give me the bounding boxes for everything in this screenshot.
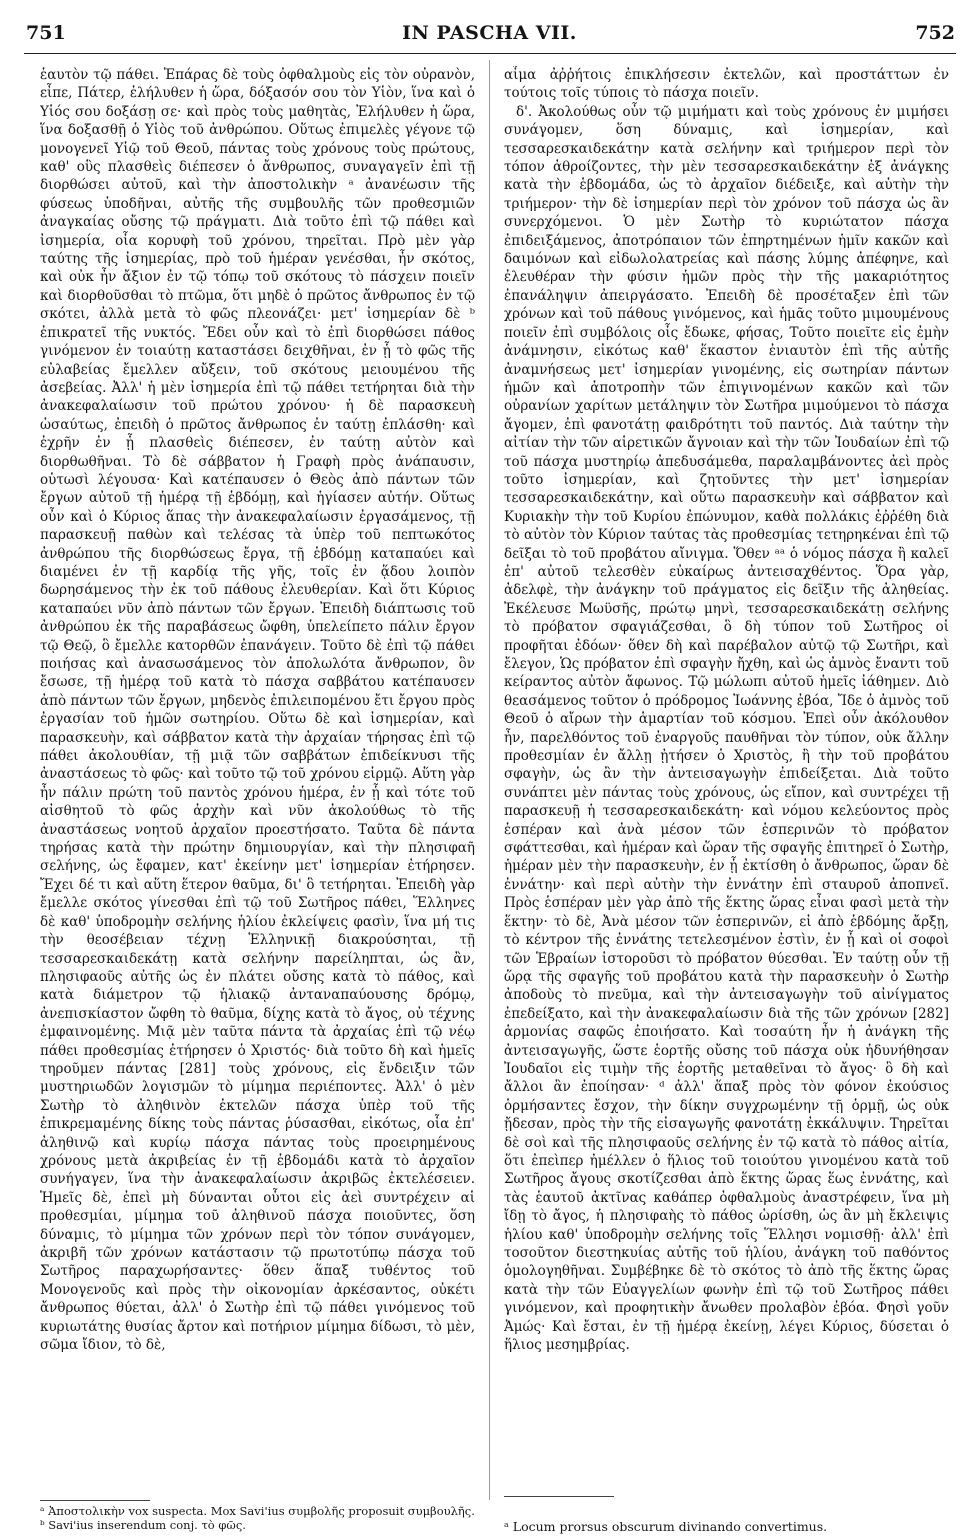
running-title: IN PASCHA VII. bbox=[402, 22, 577, 44]
footnote-left: ᵃ Ἀποστολικὴν vox suspecta. Mox Savi'ius συμβολῆς proposuit συμβουλῆς. ᵇ Savi'ius inserendum conj. τὸ φῶς. bbox=[40, 1504, 475, 1532]
footnote-rule-left bbox=[40, 1500, 150, 1501]
page-number-left: 751 bbox=[26, 22, 66, 44]
left-column bbox=[40, 66, 475, 1496]
paragraph: αἷμα ἀῤῥήτοις ἐπικλήσεσιν ἐκτελῶν, καὶ προστάττων ἐν τούτοις τοῖς τύποις τὸ πάσχα ποιεῖν. bbox=[504, 67, 949, 102]
page-number-right: 752 bbox=[915, 22, 955, 44]
page-header bbox=[0, 22, 979, 52]
header-rule bbox=[24, 53, 956, 54]
paragraph: δ'. Ἀκολούθως οὖν τῷ μιμήματι καὶ τοὺς χρόνους ἐν μιμήσει συνάγομεν, ὅση δύναμις, καὶ ἰσημερίαν, καὶ τεσσαρεσκαιδεκάτην κατὰ σελήνην καὶ τριήμερον περὶ τὸν τόπον ἀθροίζοντες, τὴν μὲν τεσσαρεσκαιδεκάτην ἐξ ἀνάγκης κατὰ τὴν ἑβδομάδα, ὡς τὸ ἀρχαῖον διέδειξε, καὶ αὐτὴν τὴν τριήμερον· τὴν δὲ ἰσημερίαν περὶ τὸν χρόνον τοῦ πάσχα ὡς ἂν συνερχόμενοι. Ὁ μὲν Σωτὴρ τὸ κυριώτατον πάσχα ἐπιδειξάμενος, ἀποτρόπαιον τῶν ἐπηρτημένων ἡμῖν κακῶν καὶ δαιμόνων καὶ εἰδωλολατρείας καὶ πάσης λύμης ἀπέφηνε, καὶ ἐλευθέραν τὴν φύσιν ἡμῶν πρὸς τὴν τῆς μακαριότητος ἐπανάληψιν ἀπειργάσατο. Ἐπειδὴ δὲ προσέταξεν ἐπὶ τῶν χρόνων καὶ τοῦ πάθους γινόμενος, καὶ ἡμᾶς τοῦτο μιμουμένους ποιεῖν ἐπὶ συμβόλοις οἷς ἔδωκε, φήσας, Τοῦτο ποιεῖτε εἰς ἐμὴν ἀνάμνησιν, εἰκότως καθ' ἕκαστον ἐνιαυτὸν ἐπὶ τῆς αὐτῆς ἀναμνήσεως μετ' ἰσημερίαν γινομένης, εἰς σωτηρίαν πάντων ἡμῶν καὶ ἀποτροπὴν τῶν ἐπιγινομένων κακῶν καὶ τῶν οὐρανίων χαρίτων μετάληψιν τὸν Σωτῆρα μιμούμενοι τὸ πάσχα ἄγομεν, ἐπὶ φανοτάτῃ φαιδρότητι τοῦ παντός. Διὰ ταύτην τὴν αἰτίαν τὴν τῶν αἱρετικῶν ἄγνοιαν καὶ τὴν τῶν Ἰουδαίων ἐπὶ τῷ τοῦ πάσχα μυστηρίῳ ἀπεδυσάμεθα, παραλαμβάνοντες ἀεὶ πρὸς τοῦτο ἰσημερίαν, καὶ ζητοῦντες τὴν μετ' ἰσημερίαν τεσσαρεσκαιδεκάτην, καὶ οὕτω παρασκευὴν καὶ σάββατον καὶ Κυριακὴν τὴν τοῦ Κυρίου ἐπώνυμον, καθὰ πολλάκις ἐῤῥέθη διὰ τὸ αὐτὸν τὸν Κύριον ταύτας τὰς προθεσμίας τετηρηκέναι ἐπὶ τῷ δεῖξαι τὸ τοῦ προβάτου αἴνιγμα. Ὅθεν ᵃᵃ ὁ νόμος πάσχα ἢ καλεῖ ἐπ' αὐτοῦ τελεσθὲν εὐκαίρως ἀντεισαχθέντος. Ὅρα γὰρ, ἀδελφὲ, τὴν ἀνάγκην τοῦ πράγματος εἰς δεῖξιν τῆς ἀληθείας. Ἐκέλευσε Μωϋσῆς, πρώτῳ μηνὶ, τεσσαρεσκαιδεκάτῃ σελήνης τὸ πρόβατον σφαγιάζεσθαι, ὃ δὴ τύπον τοῦ Σωτῆρος οἱ προφῆται ἐδόων· ὅθεν δὴ καὶ παρέβαλον αὐτῷ τῷ Σωτῆρι, καὶ ἔλεγον, Ὡς πρόβατον ἐπὶ σφαγὴν ἤχθη, καὶ ὡς ἀμνὸς ἔναντι τοῦ κείραντος αὐτὸν ἄφωνος. Τῷ μώλωπι αὐτοῦ ἡμεῖς ἰάθημεν. Διὸ θεασάμενος τοῦτον ὁ πρόδρομος Ἰωάννης ἐβόα, Ἴδε ὁ ἀμνὸς τοῦ Θεοῦ ὁ αἴρων τὴν ἁμαρτίαν τοῦ κόσμου. Ἐπεὶ οὖν ἀκόλουθον ἦν, παρελθόντος τοῦ ἐναργοῦς παυθῆναι τὸν τύπον, οὐκ ἄλλην προθεσμίαν ἐν ἄλλῃ ᾐτήσεν ὁ Χριστὸς, ἢ τὴν τοῦ προβάτου σφαγὴν, ὡς ἂν τὴν ἀντεισαγωγὴν ἐπιδείξεται. Διὰ τοῦτο συνάπτει μὲν πάντας τοὺς χρόνους, ὡς εἴπον, καὶ συντρέχει τῇ παρασκευῇ ἡ τεσσαρεσκαιδεκάτη· καὶ νόμου κελεύοντος πρὸς ἑσπέραν καὶ ἀνὰ μέσον τῶν ἑσπερινῶν τὸ πρόβατον σφάττεσθαι, καὶ ἡμέραν καὶ ὥραν τῆς σφαγῆς ἐπιτηρεῖ ὁ Σωτὴρ, ἡμέραν μὲν τὴν παρασκευὴν, ἐν ᾗ ἐκτίσθη ὁ ἄνθρωπος, ὥραν δὲ ἐννάτην· καὶ περὶ αὐτὴν τὴν ἐννάτην ἐπὶ σταυροῦ ἀποπνεῖ. Πρὸς ἑσπέραν μὲν γὰρ ἀπὸ τῆς ἕκτης ὥρας εἶναι φασὶ μετὰ τὴν ἕκτην· τὸ δὲ, Ἀνὰ μέσον τῶν ἑσπερινῶν, εἰ ἀπὸ ἑβδόμης ἄρξῃ, τὸ κέντρον τῆς ἐννάτης τετελεσμένον ἐστὶν, ἐν ᾗ καὶ οἱ σοφοὶ τῶν Ἑβραίων ἱστοροῦσι τὸ πρόβατον θύεσθαι. Ἐν ταύτῃ οὖν τῇ ὥρᾳ τῆς σφαγῆς τοῦ προβάτου κατὰ τὴν παρασκευὴν ὁ Σωτὴρ ἀποδοὺς τὸ πνεῦμα, καὶ τὴν ἀντεισαγωγὴν τοῦ αἰνίγματος ἐπεδείξατο, καὶ τὴν ἀνακεφαλαίωσιν διὰ τῆς τῶν χρόνων [282] ἁρμονίας σαφῶς ἐποιήσατο. Καὶ τοσαύτη ἦν ἡ ἀνάγκη τῆς ἀντεισαγωγῆς, ὥστε ἑορτῆς οὔσης τοῦ πάσχα οὐκ ἠδυνήθησαν Ἰουδαῖοι εἰς τιμὴν τῆς ἑορτῆς μεταθεῖναι τὸ ἄγος· ὃ δὴ καὶ ἄλλοι ἂν ἐποίησαν· ᵈ ἀλλ' ἅπαξ πρὸς τὸν φόνον ἐκούσιος ὁρμήσαντες ἔσχον, τὴν δίκην συγχρωμένην τῇ ὁρμῇ, ὡς οὐκ ᾔδεσαν, πρὸς τὴν τῆς εἰσαγωγῆς φανοτάτῃ ἐκκάλυψιν. Τηρεῖται δὲ σοὶ καὶ τῆς πλησιφαοῦς σελήνης ἐν τῷ κατὰ τὸ πάθος αἰτία, ὅτι ἐπεὶπερ ἠμέλλεν ὁ ἥλιος τοῦ τοιούτου γινομένου κατὰ τοῦ Σωτῆρος ἄγους σκοτίζεσθαι ἀπὸ ἕκτης ὥρας ἕως ἐννάτης, καὶ τὰς ἑαυτοῦ ἀκτῖνας καθάπερ ὀφθαλμοὺς ἀναστρέφειν, ἵνα μὴ ἴδῃ τὸ ἄγος, ἡ πλησιφαὴς τὸ πάθος ὡρίσθη, ὡς ἂν μὴ ἔκλειψις ἡλίου καθ' ὑποδρομὴν σελήνης τοῖς Ἕλλησι νομισθῇ· ἀλλ' ἐπὶ τοσοῦτον διεστηκυίας αὐτῆς τοῦ ἡλίου, ἀνάγκη τοῦ παθόντος ὁμολογηθῆναι. Συμβέβηκε δὲ τὸ σκότος τὸ ἀπὸ τῆς ἕκτης ὥρας κατὰ τὴν τῶν Εὐαγγελίων φωνὴν ἐπὶ τῷ τοῦ Σωτῆρος πάθει γινόμενον, καὶ προφητικὴν ἄνωθεν προλαβὸν ἐβόα. Φησὶ γοῦν Ἀμώς· Καὶ ἔσται, ἐν τῇ ἡμέρᾳ ἐκείνῃ, λέγει Κύριος, δύσεται ὁ ἥλιος μεσημβρίας. bbox=[504, 103, 949, 1354]
paragraph: ἑαυτὸν τῷ πάθει. Ἐπάρας δὲ τοὺς ὀφθαλμοὺς εἰς τὸν οὐρανὸν, εἶπε, Πάτερ, ἐλήλυθεν ἡ ὥρα, δόξασόν σου τὸν Υἱὸν, ἵνα καὶ ὁ Υἱός σου δοξάσῃ σε· καὶ πρὸς τοὺς μαθητὰς, Ἐλήλυθεν ἡ ὥρα, ἵνα δοξασθῇ ὁ Υἱὸς τοῦ ἀνθρώπου. Οὕτως ἐπιμελὲς γέγονε τῷ μονογενεῖ Υἱῷ τοῦ Θεοῦ, πάντας τοὺς χρόνους τοὺς πρώτους, καθ' οὓς πλασθεὶς διέπεσεν ὁ ἄνθρωπος, συναγαγεῖν ἐπὶ τῇ διορθώσει αὐτοῦ, καὶ τὴν ἀποστολικὴν ᵃ ἀνανέωσιν τῆς φύσεως ὑποδῆναι, αὐτῆς τῆς συμβουλῆς τῶν προθεσμιῶν ἀναγκαίας οὔσης τῷ πράγματι. Διὰ τοῦτο ἐπὶ τῷ πάθει καὶ ἰσημερία, οἷα κορυφὴ τοῦ χρόνου, τηρεῖται. Πρὸ μὲν γὰρ ταύτης τῆς ἰσημερίας, πρὸ τοῦ ἡμέραν γενέσθαι, ἦν σκότος, καὶ οὐκ ἦν ἄξιον ἐν τῷ τόπῳ τοῦ σκότους τὸ πάσχειν ποιεῖν καὶ διορθοῦσθαι τὸ πτῶμα, ὅτι μηδὲ ὁ πρῶτος ἄνθρωπος ἐν τῷ σκότει, ἀλλὰ μετὰ τὸ φῶς πλεονάζει· μετ' ἰσημερίαν δὲ ᵇ ἐπικρατεῖ τῆς νυκτός. Ἔδει οὖν καὶ τὸ ἐπὶ διορθώσει πάθος γινόμενον ἐν τοιαύτῃ καταστάσει δειχθῆναι, ἐν ᾗ τὸ φῶς τῆς εὐλαβείας ἔμελλεν αὔξειν, τοῦ σκότους μειουμένου τῆς ἀσεβείας. Ἀλλ' ἡ μὲν ἰσημερία ἐπὶ τῷ πάθει τετήρηται διὰ τὴν ἀνακεφαλαίωσιν τοῦ πρώτου χρόνου· ἡ δὲ παρασκευὴ ὡσαύτως, ἐπειδὴ ὁ πρῶτος ἄνθρωπος ἐν ταύτῃ ἐπλάσθη· καὶ ἐχρῆν ἐν ᾗ πλασθεὶς διέπεσεν, ἐν ταύτῃ αὐτὸν καὶ διορθωθῆναι. Τὸ δὲ σάββατον ἡ Γραφὴ πρὸς ἀνάπαυσιν, οὑτωσὶ λέγουσα· Καὶ κατέπαυσεν ὁ Θεὸς ἀπὸ πάντων τῶν ἔργων αὐτοῦ τῇ ἡμέρᾳ τῇ ἑβδόμῃ, καὶ ἡγίασεν αὐτήν. Οὕτως οὖν καὶ ὁ Κύριος ἅπας τὴν ἀνακεφαλαίωσιν ἐργασάμενος, τῇ παρασκευῇ παθὼν καὶ τελέσας τὰ ὑπὲρ τοῦ πεπτωκότος ἀνθρώπου τῆς διορθώσεως ἔργα, τῇ ἑβδόμῃ καταπαύει καὶ διαμένει ἐν τῇ καρδίᾳ τῆς γῆς, τοῖς ἐν ᾅδου λοιπὸν δωρησάμενος τὴν ἐκ τοῦ πάθους ἐλευθερίαν. Καὶ ὅτι Κύριος καταπαύει νῦν ἀπὸ πάντων τῶν ἔργων. Ἐπειδὴ διάπτωσις τοῦ ἀνθρώπου ἐκ τῆς παραβάσεως ὤφθη, ὑπελείπετο πάλιν ἔργον τῷ Θεῷ, ὃ ἔμελλε κατορθῶν ἐπανάγειν. Τοῦτο δὲ ἐπὶ τῷ πάθει ποιήσας καὶ ἀνασωσάμενος τὸν ἀπολωλότα ἄνθρωπον, ὃν ἔσωσε, τῇ ἡμέρᾳ τοῦ κατὰ τὸ πάσχα σαββάτου κατέπαυσεν ἀπὸ πάντων τῶν ἔργων, μηδενὸς ἐπιλειπομένου ἔτι ἔργου πρὸς ἐργασίαν τοῦ ἡμῶν σωτηρίου. Οὕτω δὲ καὶ ἰσημερίαν, καὶ παρασκευὴν, καὶ σάββατον κατὰ τὴν ἀρχαίαν τήρησας ἐπὶ τῷ πάθει ἀκολουθίαν, τῇ μιᾷ τῶν σαββάτων ἐπιδείκνυσι τῆς ἀναστάσεως τὸ φῶς· καὶ τοῦτο τῷ τοῦ χρόνου εἱρμῷ. Αὕτη γὰρ ἦν πάλιν πρώτη τοῦ παντὸς χρόνου ἡμέρα, ἐν ᾗ καὶ τότε τοῦ αἰσθητοῦ τὸ φῶς ἀρχὴν καὶ νῦν ἀκολούθως τὸ τῆς ἀναστάσεως νοητοῦ ἀρχαῖον προεστήσατο. Ταῦτα δὲ πάντα τηρήσας κατὰ τὴν πρώτην δημιουργίαν, καὶ τὴν πλησιφαῆ σελήνης, ὡς ἔφαμεν, κατ' ἐκείνην μετ' ἰσημερίαν ἐτήρησεν. Ἔχει δέ τι καὶ αὕτη ἕτερον θαῦμα, δι' ὃ τετήρηται. Ἐπειδὴ γὰρ ἔμελλε σκότος γίνεσθαι ἐπὶ τῷ τοῦ Σωτῆρος πάθει, Ἕλληνες δὲ καθ' ὑποδρομὴν σελήνης ἡλίου ἐκλείψεις φασὶν, ἵνα μή τις τὴν θεοσέβειαν τέχνῃ Ἑλληνικῇ διακρούσηται, τῇ τεσσαρεσκαιδεκάτῃ κατὰ σελήνην παρείληπται, ὡς ἂν, πλησιφαοῦς αὐτῆς ὡς ἐν πλάτει οὔσης κατὰ τὸ πάθος, καὶ κατὰ διάμετρον τῷ ἡλιακῷ ἀνταναπαύουσης δρόμῳ, ἀνεπισκίαστον ὤφθη τὸ θαῦμα, δίχης κατὰ τὸ ἄγος, οὐ τέχνης ἐμφαινομένης. Μιᾷ μὲν ταῦτα πάντα τὰ ἀρχαίας ἐπὶ τῷ νέῳ πάθει προθεσμίας ἐτήρησεν ὁ Χριστός· διὰ τοῦτο δὴ καὶ ἡμεῖς τηροῦμεν πάντας [281] τοὺς χρόνους, εἰς ἔνδειξιν τῶν μυστηριωδῶν λογισμῶν τὸ μίμημα περιέποντες. Ἀλλ' ὁ μὲν Σωτὴρ τὸ ἀληθινὸν ἐκτελῶν πάσχα ὑπὲρ τοῦ τῆς ἐπικρεμαμένης δίκης τοὺς πάντας ῥύσασθαι, εἰκότως, οἷα ἐπ' ἀληθινῷ καὶ κυρίῳ πάσχα πάντας τοὺς προειρημένους χρόνους μετὰ ἀκριβείας ἐν τῇ ἑβδομάδι κατὰ τὸ ἀρχαῖον συνήγαγεν, ἵνα τὴν ἀνακεφαλαίωσιν ἀκριβῶς ἐκτελέσειεν. Ἡμεῖς δὲ, ἐπεὶ μὴ δύνανται οὗτοι εἰς ἀεὶ συντρέχειν αἱ προθεσμίαι, μίμημα τοῦ ἀληθινοῦ πάσχα ποιοῦντες, ὅση δύναμις, τὸ μίμημα τῶν χρόνων περὶ τὸν τόπον συνάγομεν, ἀκριβῆ τῶν χρόνων κατάστασιν τῷ πρωτοτύπῳ πάσχα τοῦ Σωτῆρος παραχωρήσαντες· ὅθεν ἅπαξ τυθέντος τοῦ Μονογενοῦς καὶ πρὸς τὴν οἰκονομίαν ἀρκέσαντος, οὐκέτι ἄνθρωπος θύεται, ἀλλ' ὁ Σωτὴρ ἐπὶ τῷ πάθει γινόμενος τοῦ κυριωτάτης θυσίας ἄρτον καὶ ποτήριον μίμημα δίδωσι, τὸ μὲν, σῶμα ἴδιον, τὸ δὲ, bbox=[40, 67, 475, 1354]
column-divider bbox=[489, 60, 490, 1500]
footnote-right: ᵃ Locum prorsus obscurum divinando convertimus. bbox=[504, 1519, 828, 1534]
footnote-rule-right bbox=[504, 1496, 614, 1497]
right-column bbox=[504, 66, 949, 1481]
